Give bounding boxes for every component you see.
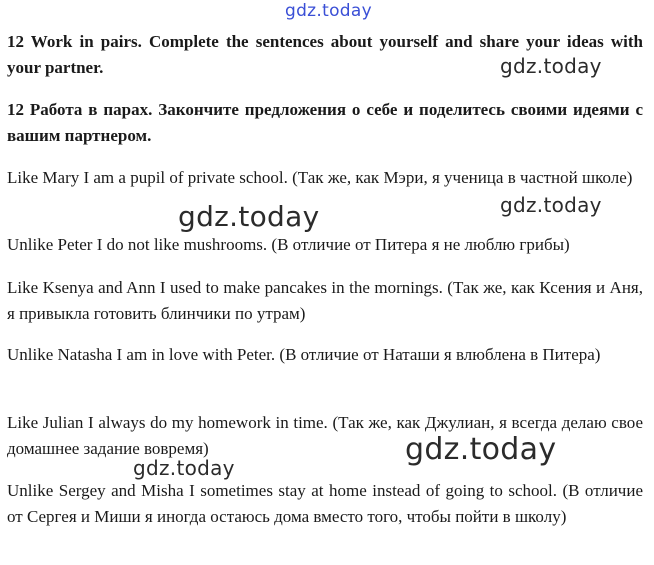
watermark: gdz.today	[405, 432, 557, 467]
sentence-2: Unlike Peter I do not like mushrooms. (В отличие от Питера я не люблю грибы)	[7, 235, 570, 254]
watermark: gdz.today	[500, 193, 602, 217]
watermark: gdz.today	[133, 456, 235, 480]
sentence-4: Unlike Natasha I am in love with Peter. (В отличие от Наташи я влюблена в Питера)	[7, 345, 601, 364]
sentence-6: Unlike Sergey and Misha I sometimes stay at home instead of going to school. (В отличие от Сергея и Миши я иногда остаюсь дома вместо того, чтобы пойти в школу)	[7, 481, 643, 526]
watermark: gdz.today	[500, 54, 602, 78]
watermark-top: gdz.today	[285, 1, 372, 21]
watermark: gdz.today	[178, 200, 320, 233]
sentence-3: Like Ksenya and Ann I used to make pancakes in the mornings. (Так же, как Ксения и Аня, я привыкла готовить блинчики по утрам)	[7, 278, 643, 323]
sentence-5: Like Julian I always do my homework in time. (Так же, как Джулиан, я всегда делаю свое домашнее задание вовремя)	[7, 413, 643, 458]
task-instruction-english: 12 Work in pairs. Complete the sentences about yourself and share your ideas with your partner.	[7, 32, 643, 77]
task-instruction-russian: 12 Работа в парах. Закончите предложения о себе и поделитесь своими идеями с вашим партнером.	[7, 100, 643, 145]
sentence-1: Like Mary I am a pupil of private school. (Так же, как Мэри, я ученица в частной школе)	[7, 168, 633, 187]
